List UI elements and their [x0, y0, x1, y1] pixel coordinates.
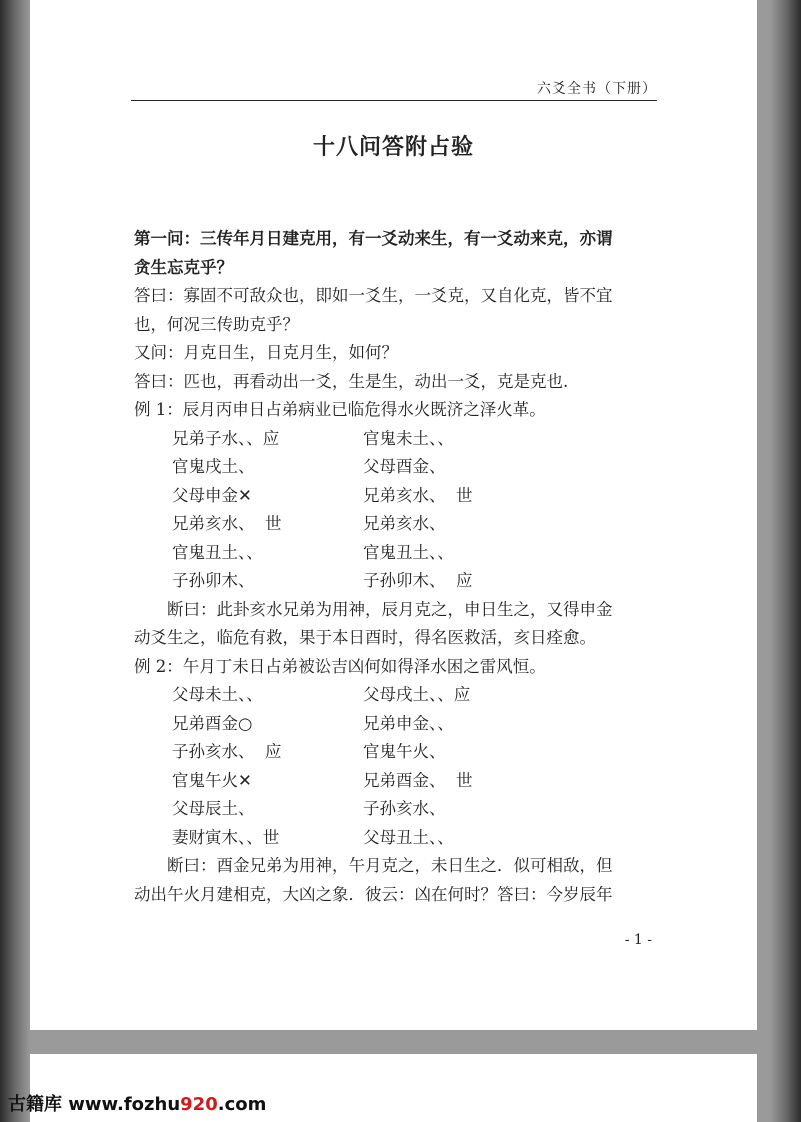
- hexagram-row: 官鬼丑土、、 官鬼丑土、、: [172, 542, 454, 562]
- hexagram-row: 子孙亥水、 应 官鬼午火、: [172, 742, 446, 761]
- hexagram-row: 兄弟亥水、 世 兄弟亥水、: [172, 514, 446, 533]
- hexagram-row: 父母未土、、 父母戌土、、应: [172, 685, 471, 704]
- page-number: - 1 -: [624, 932, 652, 948]
- example-1-hexagram: [134, 425, 664, 596]
- example-1-heading: 例 1：辰月丙申日占弟病业已临危得水火既济之泽火革。: [134, 400, 546, 419]
- hexagram-row: 兄弟酉金○ 兄弟申金、、: [172, 713, 454, 733]
- follow-up-answer: 答曰：匹也，再看动出一爻，生是生，动出一爻，克是克也.: [134, 371, 569, 391]
- example-1-judgment-line-1: 断曰：此卦亥水兄弟为用神，辰月克之，申日生之，又得申金: [167, 599, 613, 619]
- hexagram-row: 妻财寅木、、世 父母丑土、、: [172, 827, 454, 847]
- example-1-judgment-line-2: 动爻生之，临危有救，果于本日酉时，得名医救活，亥日痊愈。: [134, 628, 596, 647]
- answer-1-line-2: 也，何况三传助克乎？: [134, 314, 299, 334]
- question-1-line-2: 贪生忘克乎？: [134, 257, 233, 277]
- example-2-judgment-line-1: 断曰：酉金兄弟为用神，午月克之，未日生之．似可相敌，但: [167, 856, 613, 875]
- example-2-heading: 例 2：午月丁未日占弟被讼吉凶何如得泽水困之雷风恒。: [134, 656, 546, 676]
- question-1-line-1: 第一问：三传年月日建克用，有一爻动来生，有一爻动来克，亦谓: [134, 229, 613, 248]
- hexagram-row: 官鬼午火✕ 兄弟酉金、 世: [172, 770, 473, 790]
- example-2-hexagram: [134, 681, 664, 852]
- site-watermark: 古籍库 www.fozhu920.com: [8, 1094, 267, 1115]
- hexagram-row: 兄弟子水、、应 官鬼未土、、: [172, 428, 454, 448]
- hexagram-row: 子孙卯木、 子孙卯木、 应: [172, 571, 473, 590]
- hexagram-row: 父母申金✕ 兄弟亥水、 世: [172, 485, 473, 505]
- running-header: 六爻全书（下册）: [537, 81, 657, 97]
- hexagram-row: 父母辰土、 子孙亥水、: [172, 799, 446, 818]
- chapter-title: 十八问答附占验: [312, 134, 474, 160]
- document-page: [30, 0, 757, 1030]
- answer-1-line-1: 答曰：寡固不可敌众也，即如一爻生，一爻克，又自化克，皆不宜: [134, 286, 613, 305]
- header-rule: [131, 100, 657, 101]
- body-text: [134, 225, 664, 909]
- hexagram-row: 官鬼戌土、 父母酉金、: [172, 457, 446, 476]
- follow-up-question: 又问：月克日生，日克月生，如何？: [134, 343, 398, 362]
- example-2-judgment-line-2: 动出午火月建相克，大凶之象．彼云：凶在何时？答曰：今岁辰年: [134, 884, 613, 904]
